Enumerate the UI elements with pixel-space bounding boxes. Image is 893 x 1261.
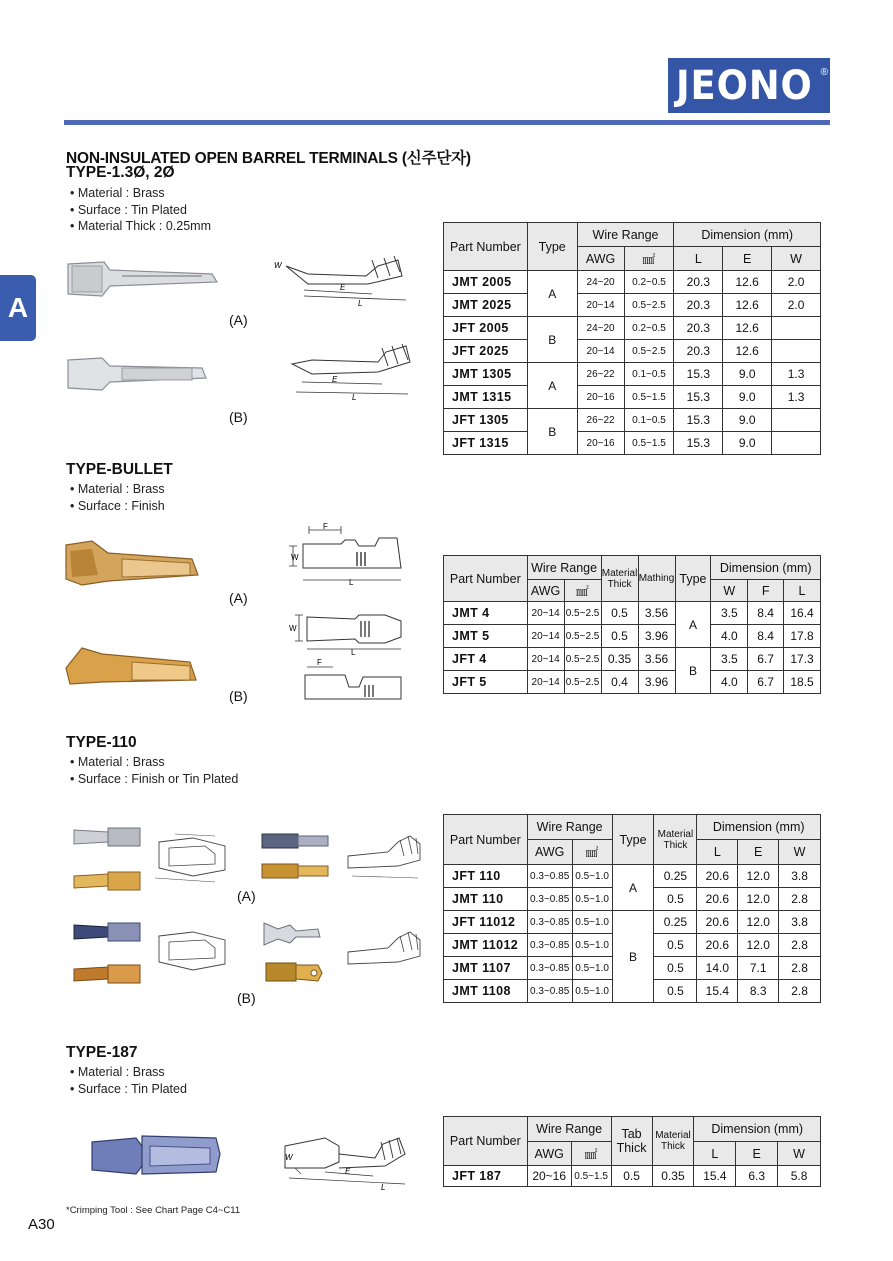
table-row [444, 911, 821, 934]
terminal-drawing-3b-1 [145, 922, 235, 982]
l-cell: 20.3 [674, 317, 723, 340]
w-cell: 2.8 [779, 934, 821, 957]
awg-cell: 20~14 [527, 602, 564, 625]
mm2-cell: 0.5~1.0 [572, 865, 612, 888]
awg-cell: 24~20 [577, 317, 624, 340]
variant-label-a: (A) [229, 312, 248, 328]
part-number: JMT 1107 [444, 957, 528, 980]
col-mm2: ㎟ [624, 247, 674, 271]
dim-w-letter: W [274, 261, 282, 270]
registered-mark: ® [820, 67, 829, 78]
l-cell: 15.3 [674, 409, 723, 432]
table-row [444, 340, 821, 363]
type-cell: A [527, 271, 577, 317]
e-cell: 9.0 [723, 432, 772, 455]
col-part-number: Part Number [444, 815, 528, 865]
spec-surface: • Surface : Finish [70, 498, 165, 513]
part-number: JFT 5 [444, 671, 528, 694]
awg-cell: 20~14 [577, 294, 624, 317]
l-cell: 14.0 [697, 957, 738, 980]
mating-cell: 3.56 [638, 602, 675, 625]
type-cell: B [527, 409, 577, 455]
col-e: E [738, 840, 779, 865]
col-w: W [778, 1142, 821, 1166]
mm2-cell: 0.5~2.5 [624, 294, 674, 317]
col-l: L [694, 1142, 736, 1166]
l-cell: 20.3 [674, 340, 723, 363]
l-cell: 17.8 [784, 625, 821, 648]
thick-cell: 0.5 [654, 934, 697, 957]
dim-l-letter: L [352, 393, 357, 402]
spec-surface: • Surface : Tin Plated [70, 1081, 187, 1096]
w-cell: 5.8 [778, 1166, 821, 1187]
spec-surface: • Surface : Tin Plated [70, 202, 187, 217]
w-cell: 1.3 [772, 363, 821, 386]
awg-cell: 26~22 [577, 363, 624, 386]
w-cell: 4.0 [711, 625, 748, 648]
mm2-cell: 0.5~1.0 [572, 957, 612, 980]
e-cell: 12.6 [723, 340, 772, 363]
l-cell: 16.4 [784, 602, 821, 625]
variant-label-b: (B) [229, 688, 248, 704]
brand-logo [668, 58, 830, 113]
terminal-drawing-2b [285, 605, 415, 705]
thick-cell: 0.5 [654, 980, 697, 1003]
col-dimension: Dimension (mm) [697, 815, 821, 840]
col-tab-thick [611, 1117, 652, 1166]
e-cell: 12.6 [723, 317, 772, 340]
type-cell: B [612, 911, 654, 1003]
awg-cell: 24~20 [577, 271, 624, 294]
thick-cell: 0.25 [654, 865, 697, 888]
terminal-drawing-3b-2 [338, 922, 428, 982]
mm2-cell: 0.5~1.0 [572, 980, 612, 1003]
col-part-number: Part Number [444, 556, 528, 602]
header-line: Thick [661, 1141, 685, 1152]
part-number: JFT 2025 [444, 340, 528, 363]
col-type: Type [675, 556, 711, 602]
col-w: W [772, 247, 821, 271]
terminal-photo-3a-1 [68, 822, 148, 897]
header-line: Material [601, 567, 638, 579]
terminal-photo-1b [62, 350, 212, 395]
mm2-cell: 0.1~0.5 [624, 409, 674, 432]
dim-l-letter: L [349, 578, 354, 587]
w-cell: 4.0 [711, 671, 748, 694]
dim-e-letter: E [340, 283, 346, 292]
l-cell: 15.3 [674, 363, 723, 386]
l-cell: 18.5 [784, 671, 821, 694]
w-cell: 2.0 [772, 294, 821, 317]
type-heading-4: TYPE-187 [66, 1044, 138, 1061]
mm2-cell: 0.5~2.5 [564, 671, 601, 694]
e-cell: 12.6 [723, 294, 772, 317]
awg-cell: 0.3~0.85 [527, 980, 572, 1003]
mm2-cell: 0.5~2.5 [564, 625, 601, 648]
type-heading-2: TYPE-BULLET [66, 461, 173, 478]
mm2-cell: 0.5~1.5 [571, 1166, 611, 1187]
brand-name: JEONO [675, 62, 813, 109]
type-cell: A [527, 363, 577, 409]
awg-cell: 0.3~0.85 [527, 865, 572, 888]
e-cell: 9.0 [723, 363, 772, 386]
header-line: Thick [616, 1141, 647, 1155]
w-cell: 3.8 [779, 911, 821, 934]
l-cell: 15.3 [674, 432, 723, 455]
l-cell: 20.6 [697, 888, 738, 911]
mm2-cell: 0.5~2.5 [564, 648, 601, 671]
col-material-thick [601, 556, 638, 602]
part-number: JFT 11012 [444, 911, 528, 934]
col-wire-range: Wire Range [577, 223, 674, 247]
e-cell: 12.6 [723, 271, 772, 294]
dim-w-letter: W [291, 553, 299, 562]
header-line: Tab [621, 1127, 642, 1141]
dim-l-letter: L [358, 299, 363, 307]
w-cell: 2.8 [779, 980, 821, 1003]
table-row [444, 317, 821, 340]
mating-cell: 3.96 [638, 671, 675, 694]
type-cell: B [675, 648, 711, 694]
table-row [444, 671, 821, 694]
dim-e-letter: E [332, 375, 338, 384]
e-cell: 6.3 [736, 1166, 778, 1187]
terminal-photo-2a [62, 535, 202, 590]
w-cell [772, 432, 821, 455]
terminal-drawing-1b [282, 342, 422, 402]
awg-cell: 26~22 [577, 409, 624, 432]
mm2-cell: 0.5~2.5 [564, 602, 601, 625]
spec-table-4 [443, 1116, 821, 1187]
table-row [444, 865, 821, 888]
l-cell: 17.3 [784, 648, 821, 671]
e-cell: 7.1 [738, 957, 779, 980]
l-cell: 20.6 [697, 934, 738, 957]
f-cell: 6.7 [748, 671, 784, 694]
l-cell: 15.4 [697, 980, 738, 1003]
table-row [444, 386, 821, 409]
col-part-number: Part Number [444, 223, 528, 271]
l-cell: 20.6 [697, 911, 738, 934]
mm2-cell: 0.1~0.5 [624, 363, 674, 386]
l-cell: 20.6 [697, 865, 738, 888]
mating-cell: 3.96 [638, 625, 675, 648]
dim-l-letter: L [351, 648, 356, 657]
w-cell: 3.5 [711, 602, 748, 625]
table-row [444, 602, 821, 625]
dim-f-letter: F [323, 522, 328, 531]
col-dimension: Dimension (mm) [694, 1117, 821, 1142]
spec-list-1 [70, 185, 211, 235]
part-number: JFT 187 [444, 1166, 528, 1187]
variant-label-b: (B) [229, 409, 248, 425]
col-awg: AWG [527, 840, 572, 865]
l-cell: 20.3 [674, 294, 723, 317]
terminal-drawing-1a [268, 252, 418, 307]
thick-cell: 0.5 [601, 625, 638, 648]
col-awg: AWG [527, 580, 564, 602]
col-awg: AWG [577, 247, 624, 271]
part-number: JMT 110 [444, 888, 528, 911]
part-number: JFT 1305 [444, 409, 528, 432]
w-cell: 3.5 [711, 648, 748, 671]
col-e: E [736, 1142, 778, 1166]
thick-cell: 0.5 [654, 957, 697, 980]
l-cell: 15.3 [674, 386, 723, 409]
awg-cell: 20~16 [527, 1166, 571, 1187]
w-cell [772, 340, 821, 363]
table-row [444, 363, 821, 386]
awg-cell: 20~14 [527, 648, 564, 671]
awg-cell: 0.3~0.85 [527, 888, 572, 911]
thick-cell: 0.35 [652, 1166, 694, 1187]
awg-cell: 0.3~0.85 [527, 934, 572, 957]
part-number: JMT 1315 [444, 386, 528, 409]
dim-f-letter: F [317, 658, 322, 667]
variant-label-a: (A) [229, 590, 248, 606]
tab-cell: 0.5 [611, 1166, 652, 1187]
part-number: JMT 2025 [444, 294, 528, 317]
w-cell [772, 317, 821, 340]
w-cell: 1.3 [772, 386, 821, 409]
w-cell: 2.0 [772, 271, 821, 294]
mm2-cell: 0.5~1.0 [572, 934, 612, 957]
l-cell: 20.3 [674, 271, 723, 294]
mm2-cell: 0.5~1.0 [572, 911, 612, 934]
col-type: Type [527, 223, 577, 271]
mm2-cell: 0.5~2.5 [624, 340, 674, 363]
spec-material: • Material : Brass [70, 482, 165, 496]
dim-w-letter: W [285, 1153, 293, 1162]
spec-thick: • Material Thick : 0.25mm [70, 219, 211, 233]
mm2-cell: 0.5~1.0 [572, 888, 612, 911]
col-e: E [723, 247, 772, 271]
e-cell: 12.0 [738, 865, 779, 888]
col-wire-range: Wire Range [527, 1117, 611, 1142]
terminal-photo-4 [86, 1128, 226, 1183]
terminal-drawing-3a-2 [338, 826, 428, 886]
part-number: JMT 5 [444, 625, 528, 648]
col-type: Type [612, 815, 654, 865]
type-cell: A [675, 602, 711, 648]
col-dimension: Dimension (mm) [674, 223, 821, 247]
table-row [444, 625, 821, 648]
col-wire-range: Wire Range [527, 556, 601, 580]
terminal-drawing-4 [265, 1132, 425, 1192]
f-cell: 8.4 [748, 602, 784, 625]
mm2-cell: 0.5~1.5 [624, 386, 674, 409]
l-cell: 15.4 [694, 1166, 736, 1187]
awg-cell: 20~14 [527, 671, 564, 694]
e-cell: 8.3 [738, 980, 779, 1003]
spec-surface: • Surface : Finish or Tin Plated [70, 771, 239, 786]
f-cell: 8.4 [748, 625, 784, 648]
table-row [444, 648, 821, 671]
e-cell: 12.0 [738, 911, 779, 934]
terminal-photo-3b-2 [256, 915, 336, 990]
spec-table-1 [443, 222, 821, 455]
table-row [444, 432, 821, 455]
variant-label-b: (B) [237, 990, 256, 1006]
terminal-drawing-2a [285, 522, 415, 592]
table-row [444, 409, 821, 432]
section-tab[interactable]: A [0, 275, 36, 341]
e-cell: 9.0 [723, 386, 772, 409]
table-row [444, 271, 821, 294]
col-mm2: ㎟ [571, 1142, 611, 1166]
type-cell: A [612, 865, 654, 911]
col-material-thick [652, 1117, 694, 1166]
thick-cell: 0.5 [654, 888, 697, 911]
mm2-cell: 0.5~1.5 [624, 432, 674, 455]
col-w: W [711, 580, 748, 602]
header-line: Thick [663, 839, 688, 851]
dim-e-letter: E [345, 1167, 351, 1176]
terminal-photo-2b [62, 640, 202, 690]
col-mm2: ㎟ [572, 840, 612, 865]
col-l: L [674, 247, 723, 271]
spec-list-4 [70, 1064, 187, 1097]
header-line: Material [655, 1130, 691, 1141]
awg-cell: 20~14 [577, 340, 624, 363]
col-material-thick [654, 815, 697, 865]
variant-label-a: (A) [237, 888, 256, 904]
part-number: JMT 1305 [444, 363, 528, 386]
spec-table-2 [443, 555, 821, 694]
part-number: JMT 1108 [444, 980, 528, 1003]
part-number: JMT 2005 [444, 271, 528, 294]
thick-cell: 0.35 [601, 648, 638, 671]
header-rule [64, 120, 830, 125]
w-cell: 3.8 [779, 865, 821, 888]
w-cell: 2.8 [779, 957, 821, 980]
terminal-photo-3b-1 [68, 915, 148, 990]
e-cell: 9.0 [723, 409, 772, 432]
awg-cell: 20~14 [527, 625, 564, 648]
header-line: Material [657, 828, 694, 840]
col-awg: AWG [527, 1142, 571, 1166]
spec-list-3 [70, 754, 238, 787]
table-row [444, 1166, 821, 1187]
w-cell: 2.8 [779, 888, 821, 911]
type-cell: B [527, 317, 577, 363]
f-cell: 6.7 [748, 648, 784, 671]
part-number: JMT 11012 [444, 934, 528, 957]
page-title: NON-INSULATED OPEN BARREL TERMINALS (신주단자) [66, 150, 471, 167]
thick-cell: 0.4 [601, 671, 638, 694]
spec-table-3 [443, 814, 821, 1003]
dim-w-letter: W [289, 624, 297, 633]
part-number: JMT 4 [444, 602, 528, 625]
awg-cell: 0.3~0.85 [527, 957, 572, 980]
mm2-cell: 0.2~0.5 [624, 317, 674, 340]
table-row [444, 294, 821, 317]
awg-cell: 20~16 [577, 386, 624, 409]
col-mating: Mathing [638, 556, 675, 602]
part-number: JFT 4 [444, 648, 528, 671]
awg-cell: 20~16 [577, 432, 624, 455]
part-number: JFT 2005 [444, 317, 528, 340]
col-w: W [779, 840, 821, 865]
mm2-cell: 0.2~0.5 [624, 271, 674, 294]
col-part-number: Part Number [444, 1117, 528, 1166]
col-mm2: ㎟ [564, 580, 601, 602]
terminal-photo-1a [62, 252, 222, 302]
thick-cell: 0.5 [601, 602, 638, 625]
part-number: JFT 110 [444, 865, 528, 888]
mating-cell: 3.56 [638, 648, 675, 671]
col-wire-range: Wire Range [527, 815, 612, 840]
e-cell: 12.0 [738, 888, 779, 911]
type-heading-3: TYPE-110 [66, 734, 137, 751]
spec-material: • Material : Brass [70, 1065, 165, 1079]
terminal-drawing-3a-1 [145, 828, 235, 888]
footnote: *Crimping Tool : See Chart Page C4~C11 [66, 1205, 241, 1216]
type-heading-1: TYPE-1.3Ø, 2Ø [66, 164, 175, 181]
terminal-photo-3a-2 [256, 826, 336, 886]
e-cell: 12.0 [738, 934, 779, 957]
w-cell [772, 409, 821, 432]
page-number: A30 [28, 1216, 55, 1233]
col-l: L [784, 580, 821, 602]
col-f: F [748, 580, 784, 602]
header-line: Thick [607, 578, 632, 590]
dim-l-letter: L [381, 1183, 386, 1192]
col-dimension: Dimension (mm) [711, 556, 821, 580]
thick-cell: 0.25 [654, 911, 697, 934]
part-number: JFT 1315 [444, 432, 528, 455]
col-l: L [697, 840, 738, 865]
spec-material: • Material : Brass [70, 755, 165, 769]
spec-material: • Material : Brass [70, 186, 165, 200]
spec-list-2 [70, 481, 165, 514]
awg-cell: 0.3~0.85 [527, 911, 572, 934]
